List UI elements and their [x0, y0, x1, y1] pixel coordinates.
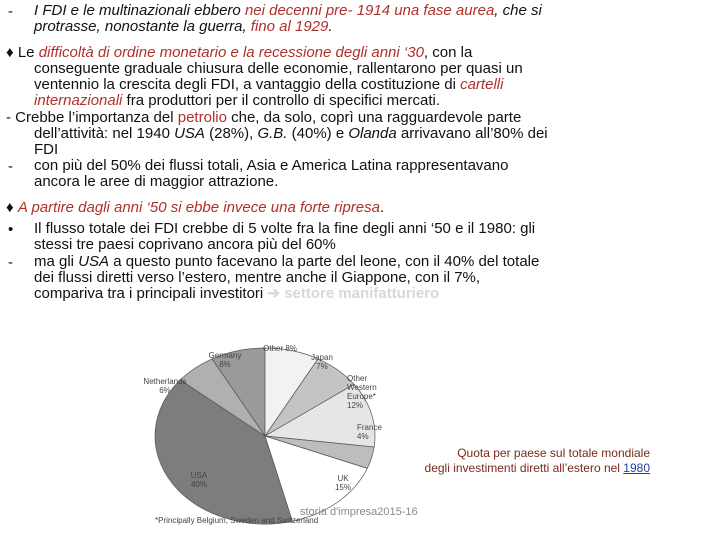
slide-footer: storia d'impresa2015-16 [300, 506, 418, 518]
paragraph-fdi-growth: Il flusso totale dei FDI crebbe di 5 volte fra la fine degli anni ‘50 e il 1980: gli stessi tre paesi coprivano ancora più del 60% [34, 220, 536, 253]
pie-label-france: France 4% [357, 423, 382, 441]
paragraph-1950s-recovery: ♦ A partire dagli anni ‘50 si ebbe invece una forte ripresa. [6, 199, 385, 216]
bullet-dot: • [8, 221, 14, 238]
bullet-dash: - [8, 3, 13, 20]
paragraph-pre-1914: I FDI e le multinazionali ebbero nei decenni pre- 1914 una fase aurea, che si protrasse, nonostante la guerra, fino al 1929. [34, 2, 542, 35]
diamond-bullet: ♦ [6, 44, 18, 61]
pie-label-netherlands: Netherlands 6% [143, 377, 187, 395]
pie-slices [155, 348, 375, 524]
paragraph-asia-latam: con più del 50% dei flussi totali, Asia e America Latina rappresentavano ancora le aree di maggior attrazione. [34, 157, 509, 190]
diamond-bullet: ♦ [6, 199, 18, 216]
arrow-icon: ➔ settore manifatturiero [267, 285, 440, 302]
fdi-pie-chart [125, 338, 385, 528]
paragraph-usa-lead: ma gli USA a questo punto facevano la parte del leone, con il 40% del totale dei flussi diretti verso l’estero, mentre anche il Giappone, con il 7%, compariva tra i principali investitori ➔ settore manifatturiero [34, 253, 540, 302]
bullet-dash: - [8, 158, 13, 175]
pie-label-uk: UK 15% [334, 474, 352, 492]
pie-label-japan: Japan 7% [311, 353, 333, 371]
pie-label-germany: Germany 8% [208, 351, 242, 369]
pie-label-usa: USA 40% [190, 471, 208, 489]
chart-footnote: *Principally Belgium, Sweden and Switzerland [155, 516, 319, 525]
chart-caption: Quota per paese sul totale mondiale degli investimenti diretti all’estero nel 1980 [424, 446, 650, 475]
paragraph-oil: - Crebbe l’importanza del petrolio che, da solo, coprì una ragguardevole parte dell’attività: nel 1940 USA (28%), G.B. (40%) e Olanda arrivavano all’80% dei FDI [6, 109, 548, 158]
paragraph-crisis-1930s: ♦ Le difficoltà di ordine monetario e la recessione degli anni ‘30, con la conseguente graduale chiusura delle economie, rallentarono per quasi un ventennio la crescita degli FDI, a vantaggio della costituzione di cartelli internazionali fra produttori per il controllo di specifici mercati. [6, 44, 523, 109]
caption-year-link[interactable]: 1980 [623, 461, 650, 475]
pie-label-other: Other 8% [263, 344, 297, 353]
pie-label-other-western-europe-: Other Western Europe* 12% [347, 374, 377, 410]
bullet-dash: - [8, 254, 13, 271]
